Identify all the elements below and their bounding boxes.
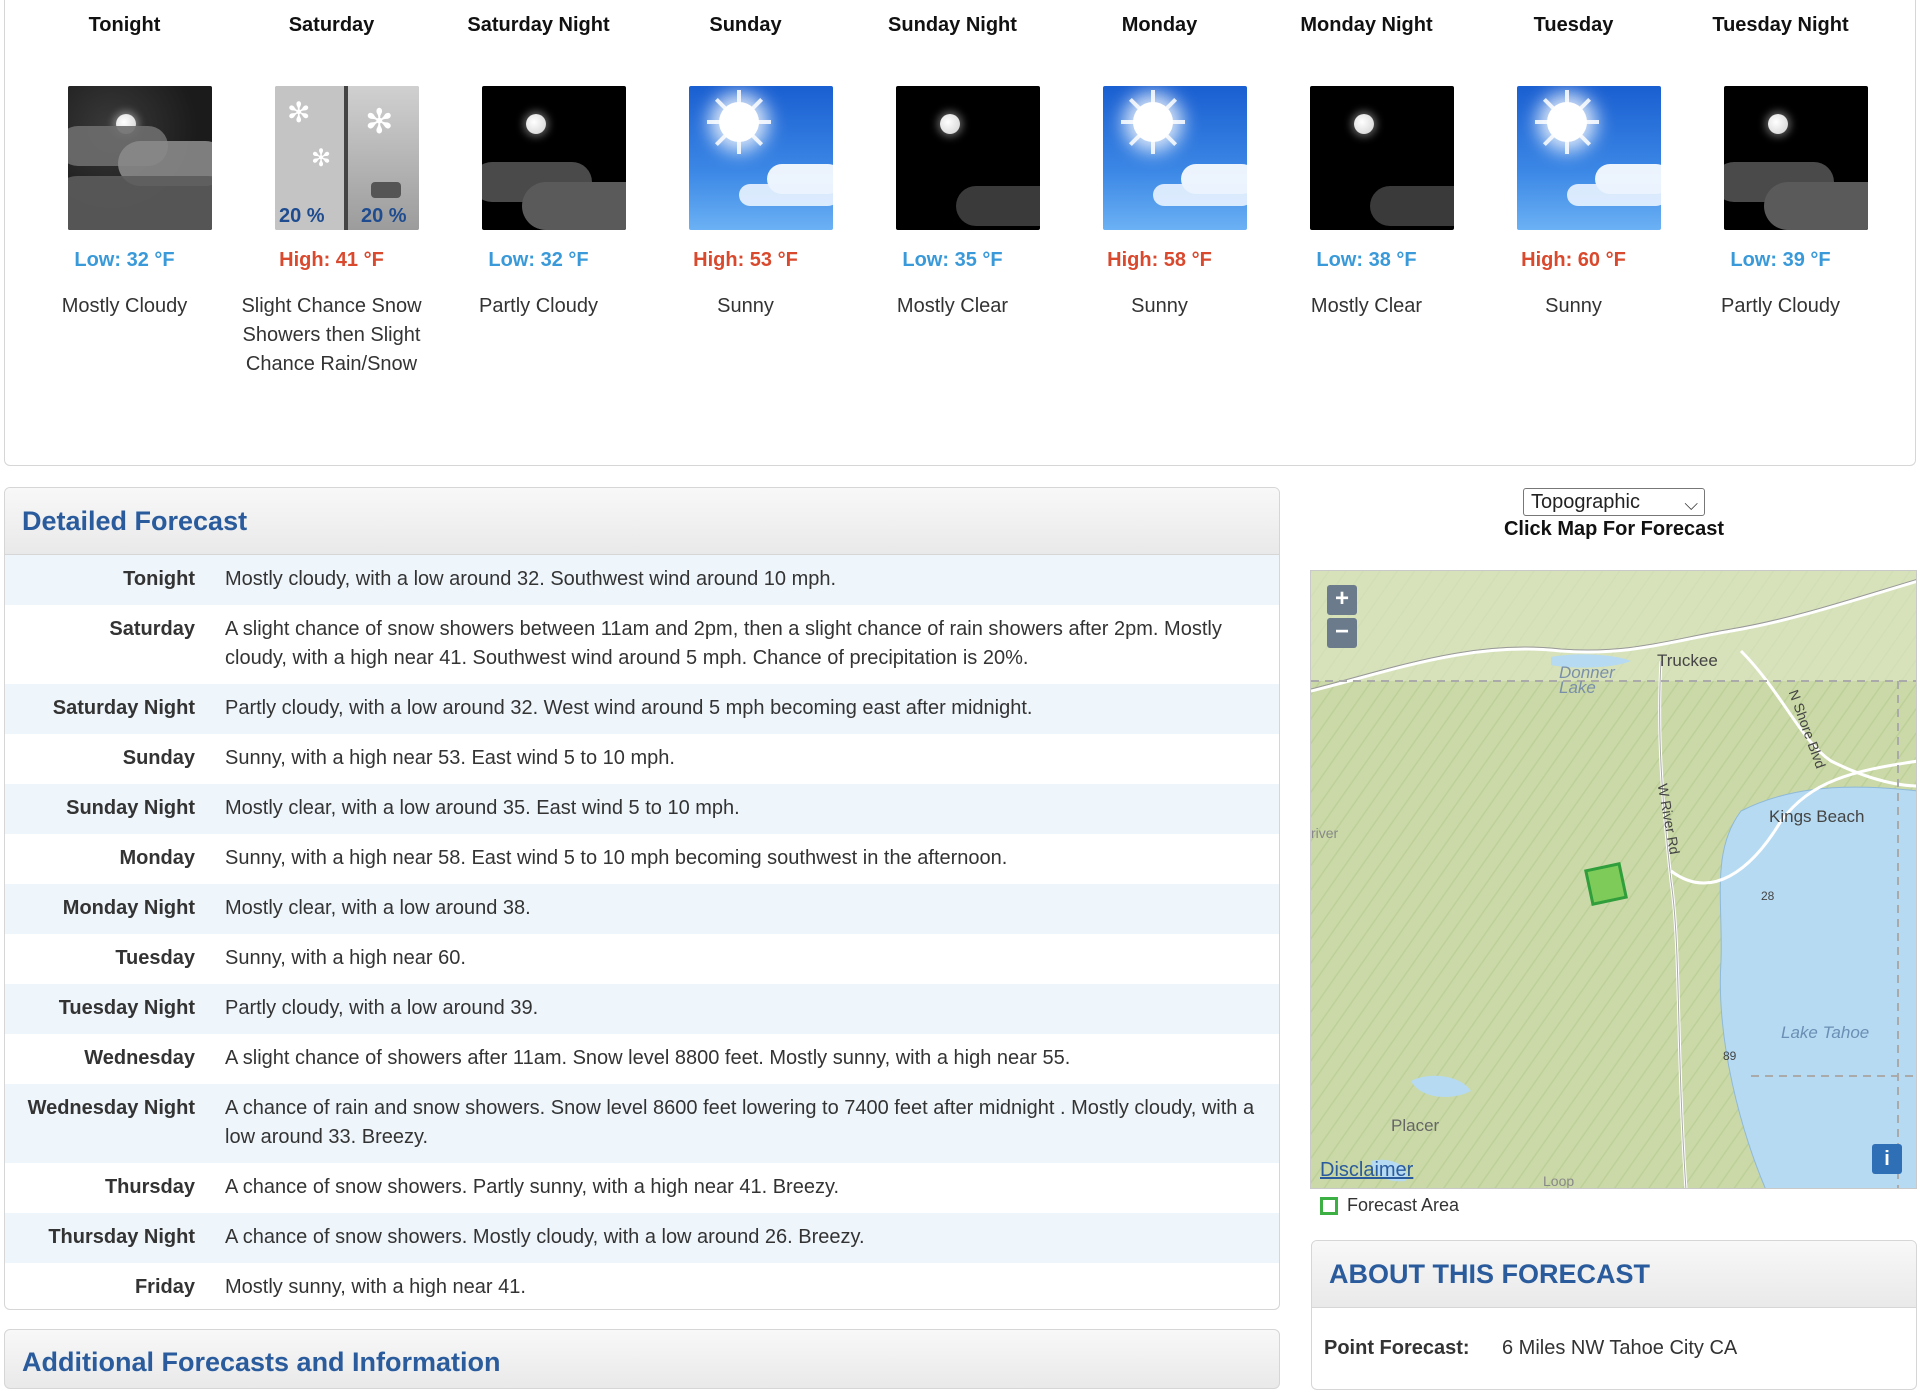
row-text: A chance of snow showers. Partly sunny, with a high near 41. Breezy. — [225, 1176, 840, 1198]
row-text: Sunny, with a high near 53. East wind 5 to 10 mph. — [225, 747, 675, 769]
detailed-forecast-title: Detailed Forecast — [22, 506, 248, 536]
forecast-row — [5, 884, 1279, 934]
forecast-row — [5, 784, 1279, 834]
row-text: Mostly cloudy, with a low around 32. Southwest wind around 10 mph. — [225, 568, 837, 590]
forecast-row — [5, 1163, 1279, 1213]
row-label: Wednesday Night — [27, 1097, 195, 1119]
temp-high: High: 53 °F — [693, 249, 798, 271]
row-label: Sunday — [122, 747, 195, 769]
row-label: Saturday — [109, 618, 195, 640]
map-label-donner-lake: Donner Lake — [1559, 663, 1615, 697]
map-layer-value: Topographic — [1531, 491, 1640, 513]
period-desc: Mostly Clear — [1310, 295, 1423, 317]
precip-chance-left: 20 % — [279, 205, 325, 227]
row-label: Friday — [134, 1276, 195, 1298]
period-name: Sunday — [709, 14, 782, 36]
row-text: Sunny, with a high near 60. — [225, 947, 466, 969]
row-text: A chance of rain and snow showers. Snow level 8600 feet lowering to 7400 feet after midnight . Mostly cloudy, with a low around 33. Breezy. — [225, 1097, 1255, 1148]
map-label-lake-tahoe: Lake Tahoe — [1781, 1023, 1870, 1042]
period-name: Monday Night — [1300, 14, 1433, 36]
temp-low: Low: 32 °F — [488, 249, 589, 271]
map-legend — [1320, 1195, 1459, 1216]
period-desc: Sunny — [1131, 295, 1188, 317]
map-label-route-89: 89 — [1723, 1049, 1737, 1063]
snow-showers-icon: ✻ ✻ ✻ 20 % 20 % — [275, 86, 419, 230]
click-map-label: Click Map For Forecast — [1503, 518, 1725, 540]
row-label: Tuesday Night — [58, 997, 195, 1019]
row-text: Mostly clear, with a low around 35. East wind 5 to 10 mph. — [225, 797, 740, 819]
additional-forecasts-panel — [4, 1329, 1280, 1389]
period-desc: Partly Cloudy — [479, 295, 598, 317]
row-text: Partly cloudy, with a low around 39. — [225, 997, 539, 1019]
detailed-forecast-list — [5, 555, 1279, 1310]
forecast-area-marker — [1586, 864, 1626, 904]
period-desc: Sunny — [717, 295, 774, 317]
map-label-river-road: W River Rd — [1654, 782, 1683, 856]
panel-header — [1312, 1241, 1916, 1308]
temp-high: High: 41 °F — [279, 249, 384, 271]
map-label-route-28: 28 — [1761, 889, 1775, 903]
detailed-forecast-panel — [4, 487, 1280, 1310]
night-partly-cloudy-icon — [1724, 86, 1868, 230]
chevron-down-icon: ⌵ — [1684, 494, 1698, 514]
period-tuesday — [1470, 0, 1677, 317]
period-name: Saturday — [288, 14, 375, 36]
sunny-icon — [689, 86, 833, 230]
row-text: A slight chance of showers after 11am. Snow level 8800 feet. Mostly sunny, with a high near 55. — [225, 1047, 1071, 1069]
temp-high: High: 58 °F — [1107, 249, 1212, 271]
map-label-placer: Placer — [1391, 1116, 1440, 1135]
forecast-map[interactable] — [1310, 570, 1917, 1189]
period-desc: Partly Cloudy — [1721, 295, 1840, 317]
temp-low: Low: 39 °F — [1730, 249, 1831, 271]
row-label: Thursday Night — [48, 1226, 195, 1248]
map-label-river-partial: river — [1311, 825, 1339, 841]
forecast-row — [5, 684, 1279, 734]
period-name: Tonight — [88, 14, 161, 36]
period-desc: Slight Chance Snow Showers then Slight Chance Rain/Snow — [241, 295, 422, 375]
forecast-row — [5, 834, 1279, 884]
period-name: Monday — [1121, 14, 1198, 36]
row-label: Tonight — [123, 568, 195, 590]
row-text: Mostly clear, with a low around 38. — [225, 897, 531, 919]
temp-low: Low: 35 °F — [902, 249, 1003, 271]
seven-day-forecast — [4, 0, 1916, 466]
zoom-in-button[interactable]: + — [1327, 585, 1357, 615]
period-sunday — [642, 0, 849, 317]
point-forecast-label: Point Forecast: — [1324, 1337, 1470, 1359]
period-monday-night — [1263, 0, 1470, 317]
row-text: Sunny, with a high near 58. East wind 5 to 10 mph becoming southwest in the afternoon. — [225, 847, 1008, 869]
sunny-icon — [1517, 86, 1661, 230]
period-name: Tuesday Night — [1712, 14, 1849, 36]
period-saturday-night — [435, 0, 642, 317]
forecast-row — [5, 1263, 1279, 1310]
night-clear-icon — [896, 86, 1040, 230]
forecast-row — [5, 555, 1279, 605]
period-tonight — [21, 0, 228, 317]
night-partly-cloudy-icon — [482, 86, 626, 230]
forecast-row — [5, 734, 1279, 784]
row-label: Wednesday — [84, 1047, 195, 1069]
period-sunday-night — [849, 0, 1056, 317]
map-label-loop: Loop — [1543, 1173, 1575, 1189]
row-text: A chance of snow showers. Mostly cloudy, with a low around 26. Breezy. — [225, 1226, 865, 1248]
panel-header — [5, 488, 1279, 555]
map-label-truckee: Truckee — [1657, 651, 1718, 670]
row-label: Thursday — [104, 1176, 195, 1198]
forecast-area-swatch — [1320, 1197, 1338, 1215]
info-button[interactable]: i — [1872, 1144, 1902, 1174]
period-name: Sunday Night — [888, 14, 1017, 36]
sunny-icon — [1103, 86, 1247, 230]
map-layer-select[interactable] — [1523, 488, 1705, 516]
period-saturday — [228, 0, 435, 375]
zoom-out-button[interactable]: − — [1327, 618, 1357, 648]
period-name: Saturday Night — [467, 14, 610, 36]
period-tuesday-night — [1677, 0, 1884, 317]
row-label: Tuesday — [115, 947, 195, 969]
period-desc: Sunny — [1545, 295, 1602, 317]
row-text: Mostly sunny, with a high near 41. — [225, 1276, 526, 1298]
night-mostly-cloudy-icon — [68, 86, 212, 230]
night-clear-icon — [1310, 86, 1454, 230]
temp-high: High: 60 °F — [1521, 249, 1626, 271]
map-label-shore-blvd: N Shore Blvd — [1785, 687, 1829, 771]
forecast-row — [5, 1084, 1279, 1163]
row-label: Sunday Night — [66, 797, 195, 819]
temp-low: Low: 32 °F — [74, 249, 175, 271]
precip-chance-right: 20 % — [361, 205, 407, 227]
about-forecast-title: ABOUT THIS FORECAST — [1329, 1259, 1650, 1289]
point-forecast — [1324, 1337, 1737, 1360]
period-desc: Mostly Cloudy — [61, 295, 188, 317]
disclaimer-link[interactable]: Disclaimer — [1320, 1159, 1414, 1181]
row-label: Monday Night — [62, 897, 195, 919]
period-monday — [1056, 0, 1263, 317]
forecast-row — [5, 934, 1279, 984]
point-forecast-value: 6 Miles NW Tahoe City CA — [1502, 1337, 1738, 1359]
about-forecast-panel — [1311, 1240, 1917, 1390]
additional-forecasts-title: Additional Forecasts and Information — [22, 1347, 501, 1377]
row-text: Partly cloudy, with a low around 32. West wind around 5 mph becoming east after midnight. — [225, 697, 1033, 719]
temp-low: Low: 38 °F — [1316, 249, 1417, 271]
map-label-kings-beach: Kings Beach — [1769, 807, 1865, 826]
legend-label: Forecast Area — [1347, 1195, 1460, 1215]
forecast-row — [5, 1213, 1279, 1263]
period-name: Tuesday — [1533, 14, 1614, 36]
row-label: Monday — [119, 847, 195, 869]
row-label: Saturday Night — [52, 697, 195, 719]
forecast-row — [5, 984, 1279, 1034]
period-desc: Mostly Clear — [896, 295, 1009, 317]
row-text: A slight chance of snow showers between 11am and 2pm, then a slight chance of rain showers after 2pm. Mostly cloudy, with a high near 41. Southwest wind around 5 mph. Chance of precipitation is 20%. — [225, 618, 1222, 669]
forecast-row — [5, 1034, 1279, 1084]
forecast-row — [5, 605, 1279, 684]
